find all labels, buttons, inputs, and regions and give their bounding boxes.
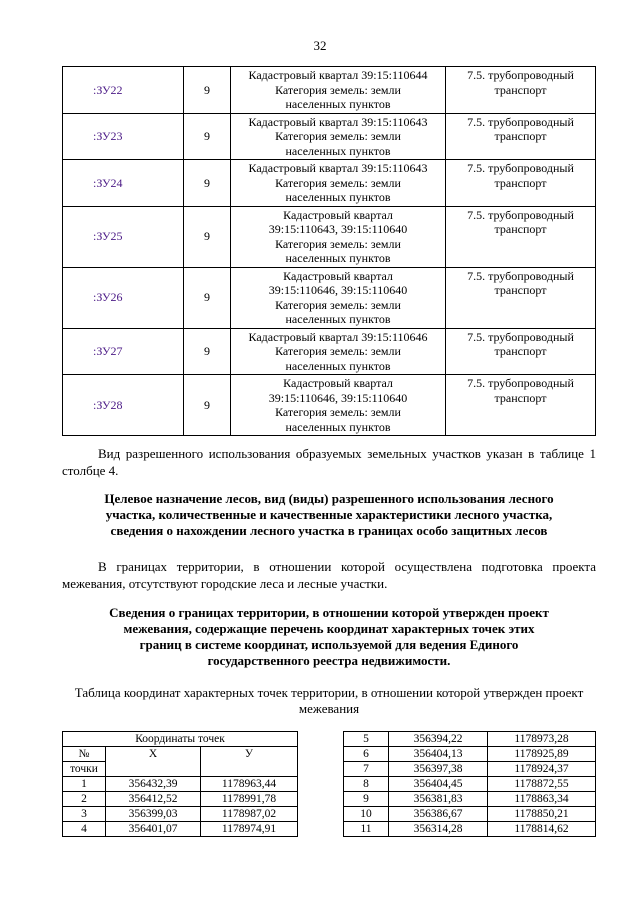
plot-description-line: населенных пунктов [285, 143, 391, 158]
plot-description-line: Категория земель: земли [275, 344, 401, 358]
plot-permitted-use [446, 67, 596, 114]
plot-description-line: Категория земель: земли [275, 405, 401, 419]
coordinate-x: 356386,67 [389, 807, 488, 822]
heading-forest-purpose: Целевое назначение лесов, вид (виды) разрешенного использования лесного участка, количественные и качественные характеристики лесного участка, сведения о нахождении лесного участка в границах особо защитных лесов [104, 491, 554, 538]
plot-use-line: 7.5. трубопроводный [467, 268, 574, 283]
plot-description-line: Кадастровый квартал 39:15:110644 [248, 68, 428, 82]
plot-description-line: Категория земель: земли [275, 82, 401, 97]
coordinate-y: 1178925,89 [488, 747, 596, 762]
plot-number: 9 [184, 160, 231, 207]
point-number: 9 [344, 792, 389, 807]
plot-number: 9 [184, 328, 231, 375]
plot-use-line: транспорт [494, 344, 547, 358]
land-plot-row [63, 67, 596, 114]
plot-use-line: 7.5. трубопроводный [467, 114, 574, 129]
plot-id: :ЗУ28 [63, 375, 184, 436]
coordinate-x: 356394,22 [389, 732, 488, 747]
page-number: 32 [313, 38, 327, 53]
coordinate-row [344, 792, 596, 807]
coordinate-row [344, 777, 596, 792]
column-header-y: У [201, 747, 298, 777]
plot-description-line: Кадастровый квартал 39:15:110643 [248, 161, 428, 175]
coordinate-row [344, 807, 596, 822]
coordinates-header-row [63, 747, 298, 762]
plot-permitted-use [446, 328, 596, 375]
plot-description-line: населенных пунктов [285, 358, 391, 373]
plot-description-line: населенных пунктов [285, 97, 391, 111]
plot-description-line: населенных пунктов [285, 419, 391, 434]
plot-number: 9 [184, 113, 231, 160]
coordinate-y: 1178872,55 [488, 777, 596, 792]
plot-description-line: населенных пунктов [285, 312, 391, 326]
coordinate-x: 356314,28 [389, 822, 488, 837]
column-header-x: Х [106, 747, 201, 777]
plot-permitted-use [446, 375, 596, 436]
plot-description-line: Кадастровый квартал [283, 207, 393, 222]
plot-id: :ЗУ26 [63, 267, 184, 328]
coordinate-x: 356404,45 [389, 777, 488, 792]
land-plot-row [63, 375, 596, 436]
plot-description [231, 267, 446, 328]
coordinate-row [63, 792, 298, 807]
plot-number: 9 [184, 67, 231, 114]
coordinate-x: 356397,38 [389, 762, 488, 777]
plot-use-line: 7.5. трубопроводный [467, 161, 574, 175]
coordinate-row [63, 777, 298, 792]
plot-id: :ЗУ27 [63, 328, 184, 375]
point-number: 2 [63, 792, 106, 807]
plot-use-line: транспорт [494, 129, 547, 143]
plot-use-line: 7.5. трубопроводный [467, 68, 574, 82]
plot-id: :ЗУ23 [63, 113, 184, 160]
coordinate-y: 1178924,37 [488, 762, 596, 777]
plot-description-line: 39:15:110646, 39:15:110640 [268, 390, 408, 405]
land-plots-table [62, 66, 596, 436]
plot-description [231, 160, 446, 207]
coordinate-row [344, 762, 596, 777]
plot-id: :ЗУ24 [63, 160, 184, 207]
plot-description-line: населенных пунктов [285, 251, 391, 265]
point-number: 10 [344, 807, 389, 822]
coordinate-y: 1178850,21 [488, 807, 596, 822]
plot-use-line: 7.5. трубопроводный [467, 207, 574, 222]
coordinate-row [344, 732, 596, 747]
land-plots-table-body [63, 67, 596, 436]
plot-description-line: Кадастровый квартал [283, 376, 393, 390]
coordinate-y: 1178991,78 [201, 792, 298, 807]
land-plot-row [63, 206, 596, 267]
plot-id: :ЗУ25 [63, 206, 184, 267]
coordinates-table-left-body [63, 732, 298, 837]
coordinate-x: 356399,03 [106, 807, 201, 822]
point-number: 4 [63, 822, 106, 837]
plot-number: 9 [184, 206, 231, 267]
coordinate-y: 1178963,44 [201, 777, 298, 792]
point-number: 8 [344, 777, 389, 792]
plot-description-line: 39:15:110643, 39:15:110640 [268, 222, 408, 236]
coordinates-table-caption: Таблица координат характерных точек территории, в отношении которой утвержден проект межевания [74, 685, 584, 716]
coordinate-x: 356432,39 [106, 777, 201, 792]
plot-permitted-use [446, 206, 596, 267]
point-number: 1 [63, 777, 106, 792]
plot-permitted-use [446, 160, 596, 207]
coordinate-y: 1178987,02 [201, 807, 298, 822]
column-header-number-sub: точки [63, 762, 106, 777]
point-number: 6 [344, 747, 389, 762]
coordinates-table-right-body [344, 732, 596, 837]
plot-use-line: транспорт [494, 175, 547, 190]
land-plot-row [63, 267, 596, 328]
plot-permitted-use [446, 267, 596, 328]
paragraph-no-forests: В границах территории, в отношении которой осуществлена подготовка проекта межевания, отсутствуют городские леса и лесные участки. [62, 559, 596, 591]
plot-description-line: Категория земель: земли [275, 297, 401, 312]
coordinates-title-row [63, 732, 298, 747]
land-plot-row [63, 113, 596, 160]
plot-use-line: 7.5. трубопроводный [467, 376, 574, 390]
plot-description [231, 206, 446, 267]
coordinate-x: 356401,07 [106, 822, 201, 837]
point-number: 7 [344, 762, 389, 777]
point-number: 3 [63, 807, 106, 822]
coordinate-x: 356412,52 [106, 792, 201, 807]
plot-use-line: транспорт [494, 390, 547, 405]
coordinate-x: 356381,83 [389, 792, 488, 807]
coordinate-y: 1178974,91 [201, 822, 298, 837]
plot-description-line: Категория земель: земли [275, 175, 401, 190]
coordinate-row [344, 747, 596, 762]
plot-description [231, 328, 446, 375]
point-number: 5 [344, 732, 389, 747]
plot-description-line: Кадастровый квартал [283, 268, 393, 283]
paragraph-permitted-use: Вид разрешенного использования образуемых земельных участков указан в таблице 1 столбце 4. [62, 446, 596, 478]
plot-number: 9 [184, 375, 231, 436]
plot-use-line: транспорт [494, 222, 547, 236]
point-number: 11 [344, 822, 389, 837]
plot-description [231, 67, 446, 114]
column-header-number: № [63, 747, 106, 762]
land-plot-row [63, 160, 596, 207]
coordinate-row [63, 822, 298, 837]
coordinate-row [344, 822, 596, 837]
coordinate-x: 356404,13 [389, 747, 488, 762]
coordinate-row [63, 807, 298, 822]
plot-description-line: Кадастровый квартал 39:15:110646 [248, 329, 428, 344]
coordinate-y: 1178973,28 [488, 732, 596, 747]
coordinate-y: 1178863,34 [488, 792, 596, 807]
plot-id: :ЗУ22 [63, 67, 184, 114]
plot-use-line: 7.5. трубопроводный [467, 329, 574, 344]
plot-permitted-use [446, 113, 596, 160]
coordinate-y: 1178814,62 [488, 822, 596, 837]
plot-description-line: Категория земель: земли [275, 236, 401, 251]
coordinates-title: Координаты точек [63, 732, 298, 747]
plot-number: 9 [184, 267, 231, 328]
land-plot-row [63, 328, 596, 375]
plot-description-line: Кадастровый квартал 39:15:110643 [248, 114, 428, 129]
coordinates-table-left [62, 731, 298, 837]
plot-use-line: транспорт [494, 283, 547, 297]
plot-use-line: транспорт [494, 82, 547, 97]
plot-description-line: 39:15:110646, 39:15:110640 [268, 283, 408, 297]
coordinates-table-right [343, 731, 596, 837]
plot-description-line: Категория земель: земли [275, 129, 401, 143]
plot-description [231, 375, 446, 436]
plot-description [231, 113, 446, 160]
heading-boundaries-info: Сведения о границах территории, в отношении которой утвержден проект межевания, содержащие перечень координат характерных точек этих границ в системе координат, используемой для ведения Единого государственного реестра недвижимости. [109, 605, 549, 668]
plot-description-line: населенных пунктов [285, 190, 391, 204]
